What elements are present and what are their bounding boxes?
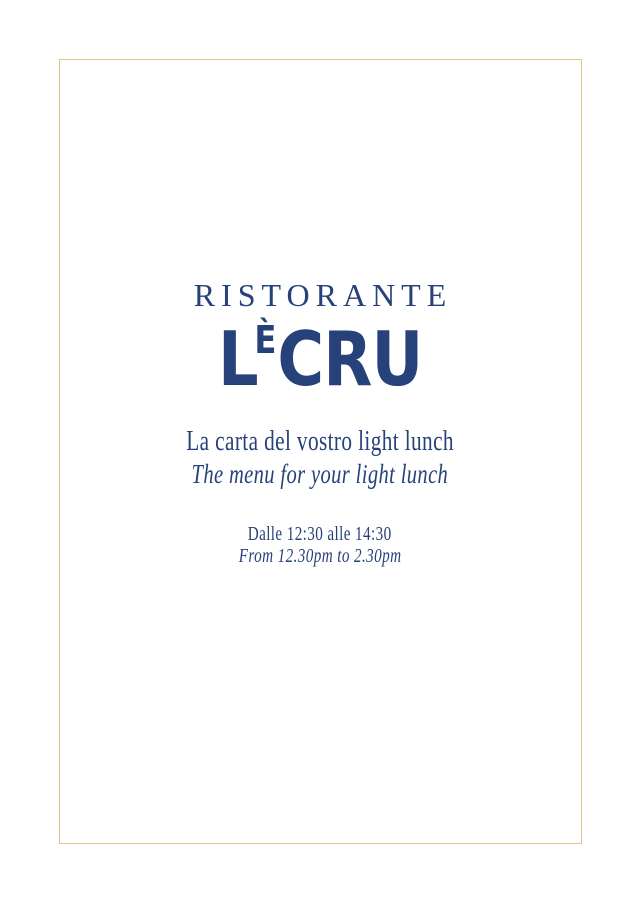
logo-wordmark	[0, 315, 640, 403]
tagline-english: The menu for your light lunch	[191, 459, 449, 489]
restaurant-name: RISTORANTE	[193, 277, 453, 313]
logo-letters-cru: CRU	[277, 315, 423, 403]
hours-english-row	[0, 546, 640, 566]
tagline-italian-row	[0, 428, 640, 456]
logo-letters	[217, 315, 423, 403]
tagline-italian: La carta del vostro light lunch	[186, 426, 454, 457]
logo-letter-e-grave: È	[254, 318, 276, 362]
hours-italian-row	[0, 524, 640, 544]
logo-letter-l: L	[217, 315, 258, 403]
tagline-english-row	[0, 461, 640, 488]
hours-english: From 12.30pm to 2.30pm	[238, 545, 402, 567]
hours-italian: Dalle 12:30 alle 14:30	[248, 523, 392, 545]
